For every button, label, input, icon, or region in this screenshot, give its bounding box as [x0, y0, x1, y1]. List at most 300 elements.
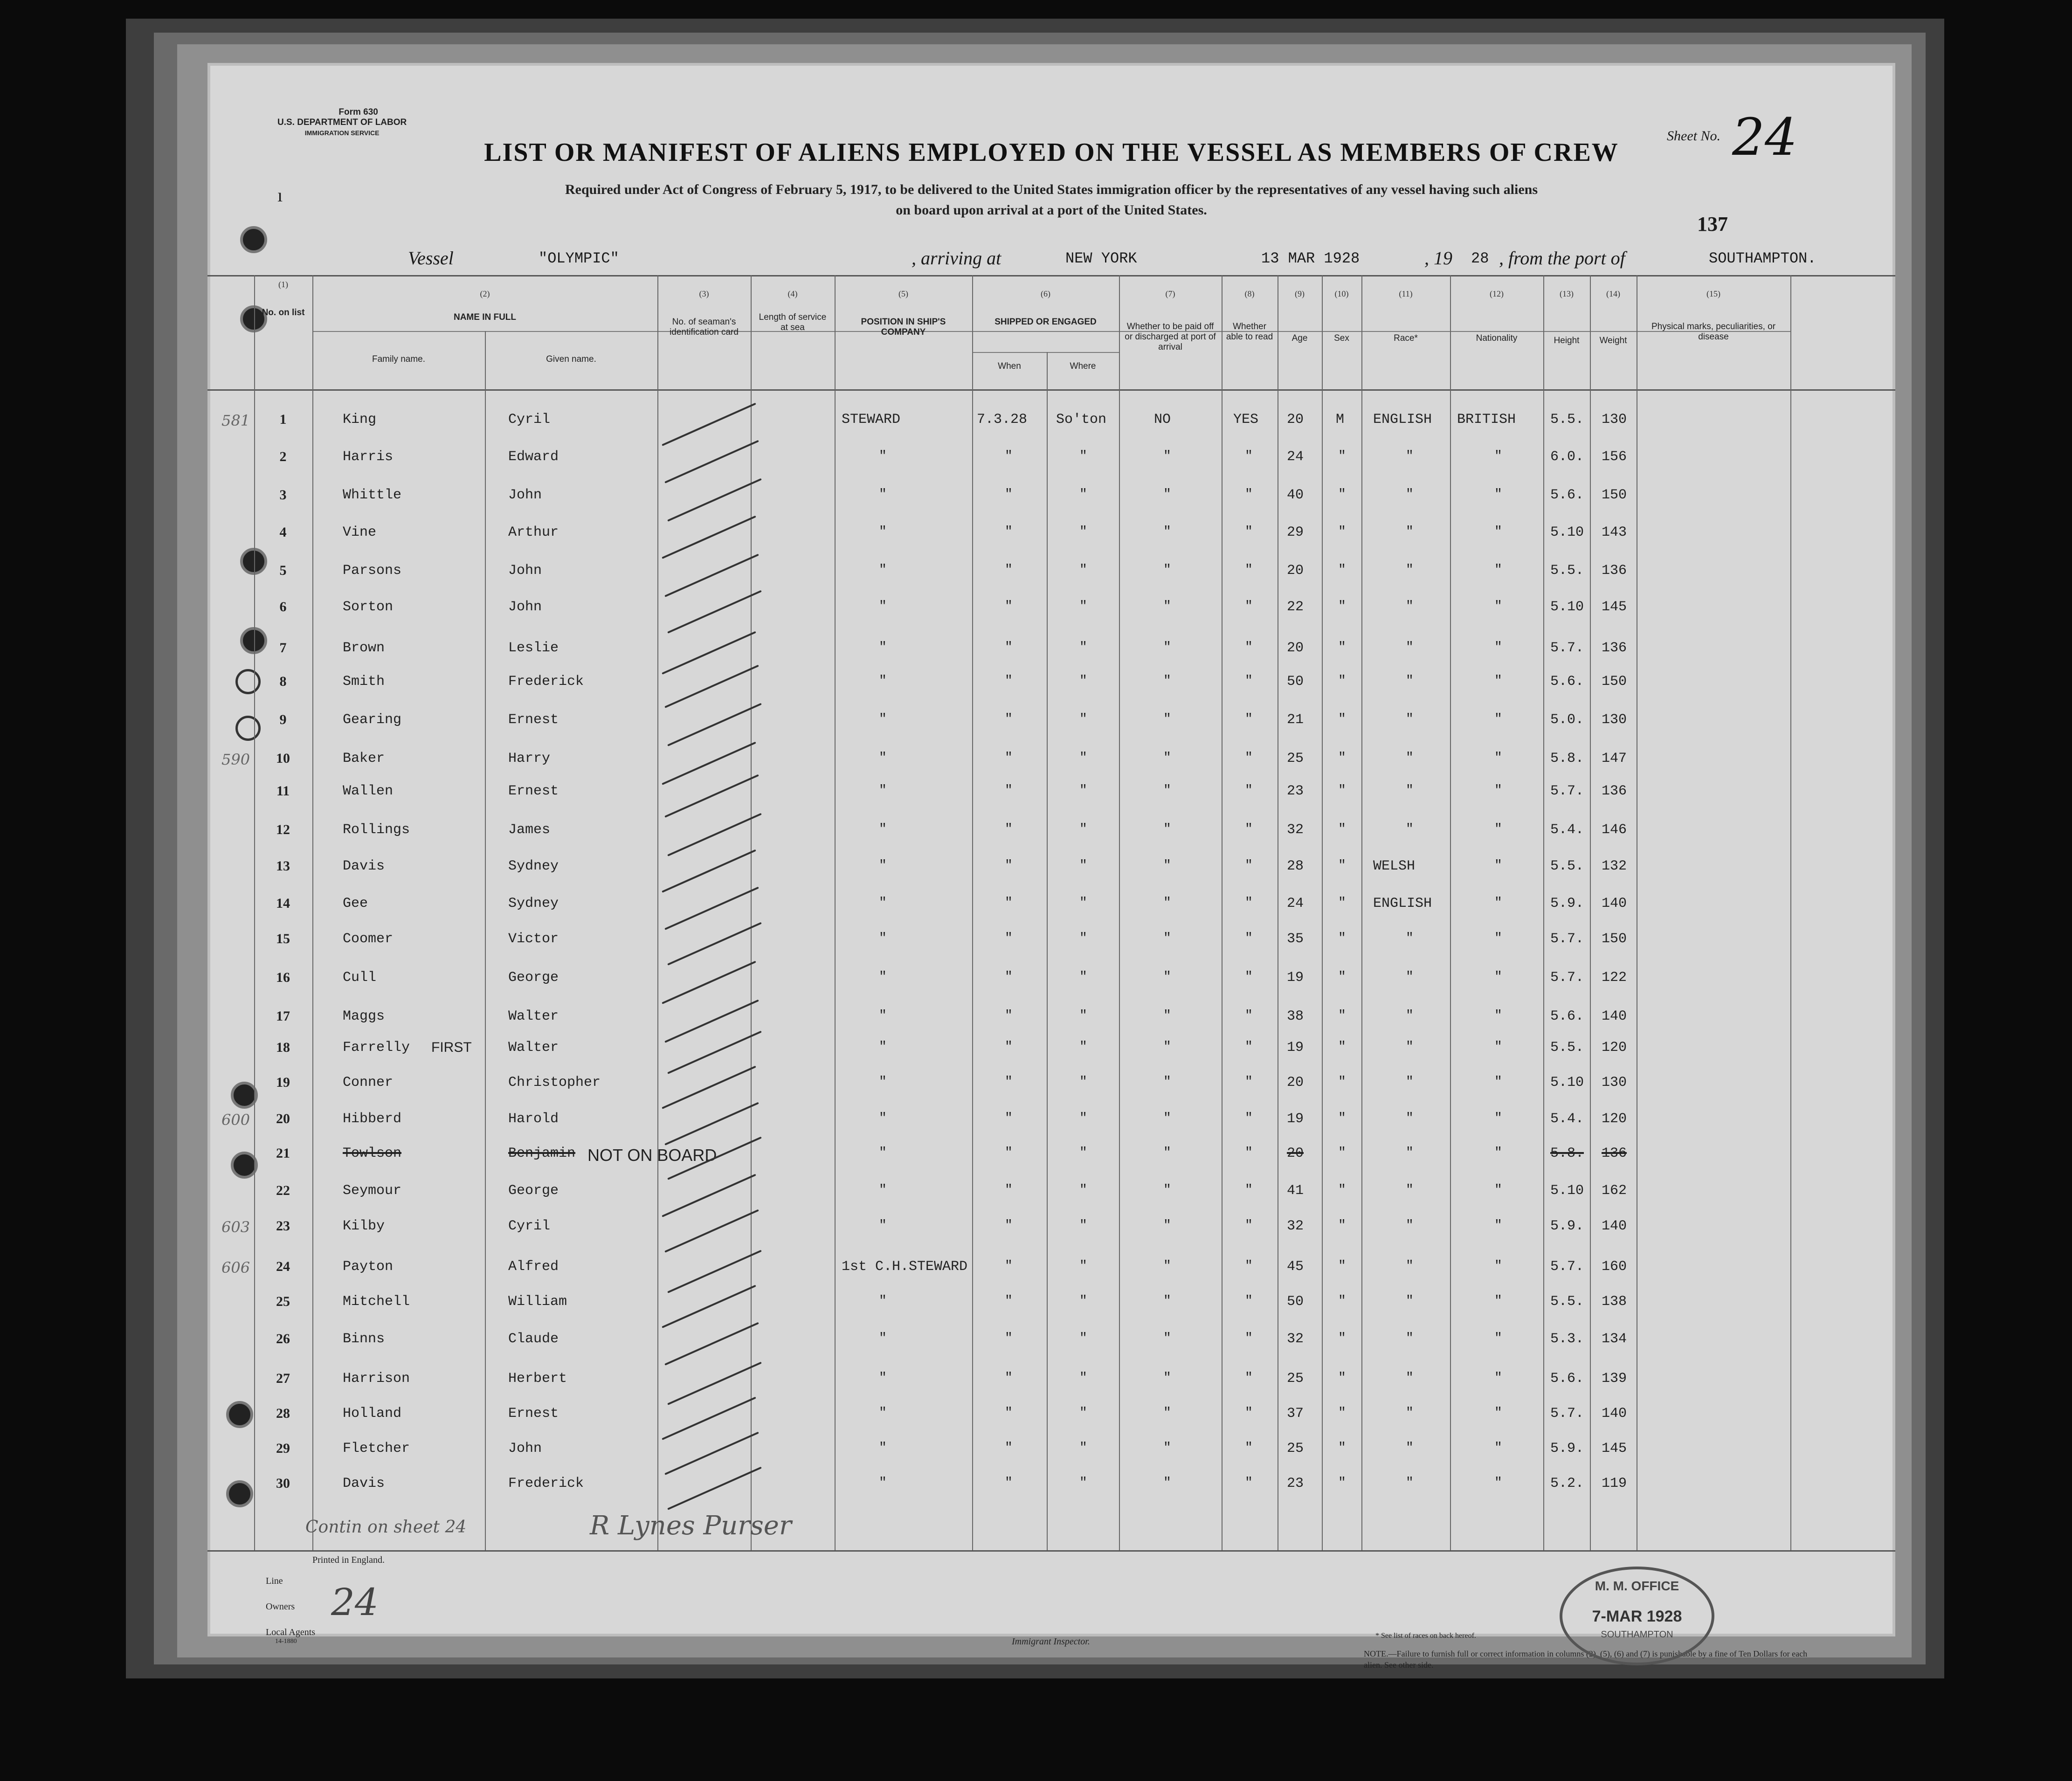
race: ENGLISH	[1373, 896, 1432, 911]
shipped-where: "	[1079, 525, 1087, 539]
race: "	[1406, 1075, 1414, 1089]
header-shipped: SHIPPED OR ENGAGED	[995, 317, 1097, 327]
race: "	[1406, 712, 1414, 726]
nationality: "	[1494, 1111, 1502, 1125]
weight: 130	[1602, 412, 1627, 428]
family-name: Cull	[343, 970, 377, 986]
shipped-where: "	[1079, 1111, 1087, 1125]
paid-off: "	[1163, 1111, 1171, 1125]
shipped-where: "	[1079, 1146, 1087, 1160]
agents-label: Local Agents	[266, 1627, 316, 1637]
table-row	[207, 1406, 1895, 1443]
age: 35	[1287, 931, 1304, 947]
table-row	[207, 563, 1895, 600]
paid-off: "	[1163, 1146, 1171, 1160]
race: "	[1406, 1040, 1414, 1054]
sex: "	[1338, 1075, 1346, 1089]
shipped-when: "	[1005, 1331, 1013, 1346]
position: "	[879, 1218, 887, 1233]
header-height: Height	[1554, 336, 1580, 345]
age: 23	[1287, 783, 1304, 799]
paid-off: "	[1163, 1075, 1171, 1089]
weight: 139	[1602, 1371, 1627, 1387]
nationality: "	[1494, 751, 1502, 765]
height: 5.7.	[1550, 970, 1584, 986]
able-to-read: "	[1245, 1218, 1253, 1233]
height: 6.0.	[1550, 449, 1584, 465]
family-name: Whittle	[343, 487, 402, 503]
row-number: 11	[276, 783, 290, 799]
weight: 150	[1602, 487, 1627, 503]
shipped-where: "	[1079, 1040, 1087, 1054]
row-annotation: FIRST	[431, 1040, 472, 1055]
table-row	[207, 1294, 1895, 1331]
height: 5.10	[1550, 1075, 1584, 1091]
column-number: (10)	[1334, 289, 1349, 298]
weight: 145	[1602, 1441, 1627, 1457]
family-name: Parsons	[343, 563, 402, 579]
race: "	[1406, 783, 1414, 798]
height: 5.6.	[1550, 674, 1584, 690]
age: 24	[1287, 896, 1304, 911]
column-number: (7)	[1165, 289, 1175, 298]
paid-off: "	[1163, 1371, 1171, 1385]
header-able-to-read: Whether able to read	[1226, 322, 1273, 342]
shipped-when: "	[1005, 1371, 1013, 1385]
position: "	[879, 1331, 887, 1346]
shipped-where: So'ton	[1056, 412, 1107, 428]
family-name: Binns	[343, 1331, 385, 1347]
paid-off: "	[1163, 931, 1171, 946]
weight: 119	[1602, 1476, 1627, 1491]
able-to-read: "	[1245, 1406, 1253, 1420]
nationality: BRITISH	[1457, 412, 1516, 428]
row-note: NOT ON BOARD	[587, 1146, 717, 1165]
age: 25	[1287, 751, 1304, 766]
position: "	[879, 896, 887, 910]
shipped-when: "	[1005, 783, 1013, 798]
given-name: William	[508, 1294, 567, 1310]
age: 20	[1287, 1146, 1304, 1161]
position: "	[879, 674, 887, 688]
race: "	[1406, 599, 1414, 614]
shipped-when: "	[1005, 449, 1013, 463]
manifest-page	[207, 63, 1895, 1670]
height: 5.5.	[1550, 412, 1584, 428]
age: 20	[1287, 1075, 1304, 1091]
paid-off: "	[1163, 599, 1171, 614]
age: 24	[1287, 449, 1304, 465]
sex: "	[1338, 751, 1346, 765]
age: 50	[1287, 1294, 1304, 1310]
paid-off: "	[1163, 1008, 1171, 1023]
from-port: SOUTHAMPTON.	[1709, 250, 1816, 267]
table-row	[207, 449, 1895, 486]
table-row	[207, 1331, 1895, 1368]
nationality: "	[1494, 487, 1502, 502]
position: "	[879, 599, 887, 614]
row-number: 24	[276, 1259, 290, 1274]
age: 21	[1287, 712, 1304, 728]
table-row	[207, 931, 1895, 968]
row-number: 22	[276, 1183, 290, 1198]
position: "	[879, 1371, 887, 1385]
paid-off: NO	[1154, 412, 1171, 428]
position: "	[879, 1294, 887, 1308]
age: 20	[1287, 563, 1304, 579]
able-to-read: "	[1245, 970, 1253, 984]
sex: "	[1338, 1331, 1346, 1346]
nationality: "	[1494, 1406, 1502, 1420]
row-number: 4	[279, 525, 287, 540]
race: "	[1406, 1294, 1414, 1308]
column-number: (5)	[898, 289, 908, 298]
sex: "	[1338, 931, 1346, 946]
weight: 140	[1602, 896, 1627, 911]
header-weight: Weight	[1599, 336, 1627, 345]
paid-off: "	[1163, 674, 1171, 688]
weight: 156	[1602, 449, 1627, 465]
weight: 130	[1602, 712, 1627, 728]
paid-off: "	[1163, 751, 1171, 765]
table-header-rule	[207, 389, 1895, 391]
row-number: 23	[276, 1218, 290, 1234]
table-row	[207, 1371, 1895, 1408]
family-name: Davis	[343, 858, 385, 874]
column-number: (13)	[1560, 289, 1574, 298]
weight: 160	[1602, 1259, 1627, 1275]
age: 19	[1287, 1111, 1304, 1127]
vessel-name: "OLYMPIC"	[539, 250, 619, 267]
shipped-when: "	[1005, 822, 1013, 836]
shipped-when: "	[1005, 1476, 1013, 1490]
position: "	[879, 563, 887, 577]
given-name: Leslie	[508, 640, 559, 656]
given-name: Sydney	[508, 858, 559, 874]
table-row	[207, 525, 1895, 562]
race: "	[1406, 1259, 1414, 1273]
age: 25	[1287, 1371, 1304, 1387]
sheet-number: 24	[1732, 107, 1797, 167]
shipped-when: "	[1005, 931, 1013, 946]
position: "	[879, 970, 887, 984]
able-to-read: "	[1245, 640, 1253, 655]
height: 5.7.	[1550, 783, 1584, 799]
owners-value: 24	[331, 1581, 379, 1624]
service: IMMIGRATION SERVICE	[304, 129, 380, 137]
weight: 146	[1602, 822, 1627, 838]
race: "	[1406, 1406, 1414, 1420]
paid-off: "	[1163, 1040, 1171, 1054]
able-to-read: "	[1245, 822, 1253, 836]
age: 20	[1287, 412, 1304, 428]
year-prefix: , 19	[1424, 248, 1452, 269]
race: WELSH	[1373, 858, 1416, 874]
weight: 136	[1602, 640, 1627, 656]
family-name: Coomer	[343, 931, 394, 947]
nationality: "	[1494, 1218, 1502, 1233]
sex: "	[1338, 449, 1346, 463]
height: 5.2.	[1550, 1476, 1584, 1491]
row-number: 16	[276, 970, 290, 985]
nationality: "	[1494, 783, 1502, 798]
able-to-read: "	[1245, 1476, 1253, 1490]
paid-off: "	[1163, 712, 1171, 726]
header-divider	[972, 352, 1119, 353]
paid-off: "	[1163, 449, 1171, 463]
position: "	[879, 449, 887, 463]
race: "	[1406, 1111, 1414, 1125]
column-number: (9)	[1295, 289, 1305, 298]
able-to-read: "	[1245, 1259, 1253, 1273]
nationality: "	[1494, 1008, 1502, 1023]
family-name: Farrelly	[343, 1040, 410, 1056]
family-name: King	[343, 412, 377, 428]
height: 5.5.	[1550, 1040, 1584, 1056]
table-row	[207, 751, 1895, 788]
given-name: Harry	[508, 751, 551, 766]
row-number: 30	[276, 1476, 290, 1491]
document-subtitle: Required under Act of Congress of February 5, 1917, to be delivered to the United States immigration officer by the representatives of any vessel having such aliens on board upon arrival at a port of the United States.	[565, 182, 1538, 218]
height: 5.7.	[1550, 640, 1584, 656]
row-number: 20	[276, 1111, 290, 1126]
sex: "	[1338, 674, 1346, 688]
nationality: "	[1494, 822, 1502, 836]
arrival-year: 28	[1471, 250, 1489, 267]
weight: 130	[1602, 1075, 1627, 1091]
age: 22	[1287, 599, 1304, 615]
race: "	[1406, 931, 1414, 946]
given-name: Cyril	[508, 412, 551, 428]
margin-note: 606	[221, 1259, 250, 1277]
row-number: 10	[276, 751, 290, 766]
header-family-name: Family name.	[372, 354, 426, 364]
sex: "	[1338, 970, 1346, 984]
able-to-read: "	[1245, 1111, 1253, 1125]
table-row	[207, 1259, 1895, 1296]
age: 32	[1287, 1218, 1304, 1234]
form-code: 14-1880	[275, 1638, 297, 1645]
sex: M	[1336, 412, 1345, 428]
line-label: Line	[266, 1576, 283, 1586]
shipped-where: "	[1079, 1259, 1087, 1273]
sex: "	[1338, 525, 1346, 539]
height: 5.6.	[1550, 487, 1584, 503]
age: 37	[1287, 1406, 1304, 1422]
nationality: "	[1494, 599, 1502, 614]
sex: "	[1338, 1040, 1346, 1054]
race: "	[1406, 525, 1414, 539]
header-position: POSITION IN SHIP'S COMPANY	[861, 317, 946, 337]
row-number: 12	[276, 822, 290, 837]
table-row	[207, 1476, 1895, 1513]
sex: "	[1338, 1111, 1346, 1125]
nationality: "	[1494, 1441, 1502, 1455]
row-number: 28	[276, 1406, 290, 1421]
given-name: Benjamin	[508, 1146, 576, 1161]
position: "	[879, 751, 887, 765]
shipped-when: 7.3.28	[977, 412, 1028, 428]
shipped-where: "	[1079, 1331, 1087, 1346]
able-to-read: "	[1245, 1371, 1253, 1385]
row-number: 17	[276, 1008, 290, 1024]
margin-note: 603	[221, 1218, 250, 1236]
shipped-where: "	[1079, 970, 1087, 984]
header-race: Race*	[1394, 333, 1418, 343]
shipped-when: "	[1005, 640, 1013, 655]
shipped-when: "	[1005, 751, 1013, 765]
race: "	[1406, 822, 1414, 836]
table-row	[207, 970, 1895, 1007]
header-given-name: Given name.	[546, 354, 596, 364]
header-when: When	[998, 361, 1021, 371]
table-bottom-rule	[207, 1550, 1895, 1552]
shipped-where: "	[1079, 563, 1087, 577]
column-number: (14)	[1606, 289, 1620, 298]
able-to-read: "	[1245, 674, 1253, 688]
owners-label: Owners	[266, 1602, 295, 1612]
sex: "	[1338, 487, 1346, 502]
shipped-where: "	[1079, 783, 1087, 798]
given-name: Sydney	[508, 896, 559, 911]
stamp-bottom: SOUTHAMPTON	[1601, 1629, 1673, 1640]
printed-note: Printed in England.	[312, 1555, 385, 1565]
race: ENGLISH	[1373, 412, 1432, 428]
given-name: James	[508, 822, 551, 838]
able-to-read: "	[1245, 1183, 1253, 1197]
height: 5.9.	[1550, 896, 1584, 911]
shipped-where: "	[1079, 640, 1087, 655]
shipped-when: "	[1005, 1441, 1013, 1455]
row-number: 6	[279, 599, 287, 614]
age: 25	[1287, 1441, 1304, 1457]
shipped-when: "	[1005, 858, 1013, 873]
row-number: 5	[279, 563, 287, 578]
race: "	[1406, 1183, 1414, 1197]
weight: 138	[1602, 1294, 1627, 1310]
column-number: (3)	[699, 289, 709, 298]
shipped-where: "	[1079, 822, 1087, 836]
age: 19	[1287, 1040, 1304, 1056]
shipped-when: "	[1005, 525, 1013, 539]
age: 29	[1287, 525, 1304, 540]
able-to-read: "	[1245, 1008, 1253, 1023]
penalty-note: NOTE.—Failure to furnish full or correct information in columns (2), (5), (6) and (7) is punishable by a fine of Ten Dollars for each alien. See other side.	[1364, 1649, 1808, 1670]
position: "	[879, 1008, 887, 1023]
paid-off: "	[1163, 487, 1171, 502]
header-divider	[312, 331, 1790, 332]
height: 5.10	[1550, 525, 1584, 540]
sex: "	[1338, 1259, 1346, 1273]
table-top-rule	[207, 275, 1895, 276]
paid-off: "	[1163, 1259, 1171, 1273]
family-name: Brown	[343, 640, 385, 656]
sex: "	[1338, 896, 1346, 910]
family-name: Baker	[343, 751, 385, 766]
sex: "	[1338, 599, 1346, 614]
height: 5.0.	[1550, 712, 1584, 728]
sex: "	[1338, 783, 1346, 798]
race: "	[1406, 1476, 1414, 1490]
able-to-read: "	[1245, 858, 1253, 873]
family-name: Smith	[343, 674, 385, 690]
shipped-when: "	[1005, 1111, 1013, 1125]
race: "	[1406, 1218, 1414, 1233]
row-number: 9	[279, 712, 287, 727]
paid-off: "	[1163, 1294, 1171, 1308]
margin-note: 590	[221, 751, 250, 768]
arrival-date: 13 MAR 1928	[1261, 250, 1360, 267]
race: "	[1406, 970, 1414, 984]
family-name: Harrison	[343, 1371, 410, 1387]
table-row	[207, 1040, 1895, 1077]
given-name: John	[508, 599, 542, 615]
shipped-when: "	[1005, 1218, 1013, 1233]
table-row	[207, 896, 1895, 933]
nationality: "	[1494, 1476, 1502, 1490]
given-name: Walter	[508, 1040, 559, 1056]
height: 5.4.	[1550, 822, 1584, 838]
nationality: "	[1494, 1259, 1502, 1273]
family-name: Conner	[343, 1075, 394, 1091]
shipped-when: "	[1005, 1183, 1013, 1197]
family-name: Fletcher	[343, 1441, 410, 1457]
margin-note: 600	[221, 1111, 250, 1129]
table-row	[207, 822, 1895, 859]
given-name: Walter	[508, 1008, 559, 1024]
arriving-port: NEW YORK	[1065, 250, 1137, 267]
shipped-when: "	[1005, 1146, 1013, 1160]
table-row	[207, 412, 1895, 449]
age: 50	[1287, 674, 1304, 690]
able-to-read: "	[1245, 1146, 1253, 1160]
row-number: 26	[276, 1331, 290, 1346]
able-to-read: "	[1245, 525, 1253, 539]
column-number: (1)	[278, 280, 288, 289]
paid-off: "	[1163, 1441, 1171, 1455]
row-number: 15	[276, 931, 290, 946]
given-name: George	[508, 1183, 559, 1199]
header-name-in-full: NAME IN FULL	[453, 312, 517, 322]
family-name: Harris	[343, 449, 394, 465]
shipped-when: "	[1005, 712, 1013, 726]
nationality: "	[1494, 449, 1502, 463]
shipped-when: "	[1005, 1040, 1013, 1054]
handwritten-signature: R Lynes Purser	[590, 1511, 792, 1541]
height: 5.4.	[1550, 1111, 1584, 1127]
nationality: "	[1494, 931, 1502, 946]
weight: 136	[1602, 563, 1627, 579]
paid-off: "	[1163, 1218, 1171, 1233]
family-name: Holland	[343, 1406, 402, 1422]
given-name: Frederick	[508, 1476, 584, 1491]
shipped-when: "	[1005, 896, 1013, 910]
position: "	[879, 640, 887, 655]
shipped-where: "	[1079, 1075, 1087, 1089]
position: "	[879, 1075, 887, 1089]
column-number: (8)	[1244, 289, 1255, 298]
age: 19	[1287, 970, 1304, 986]
nationality: "	[1494, 712, 1502, 726]
given-name: John	[508, 487, 542, 503]
age: 45	[1287, 1259, 1304, 1275]
given-name: Ernest	[508, 1406, 559, 1422]
family-name: Mitchell	[343, 1294, 410, 1310]
height: 5.7.	[1550, 1406, 1584, 1422]
tick-mark: ı	[277, 185, 283, 206]
weight: 147	[1602, 751, 1627, 766]
nationality: "	[1494, 1331, 1502, 1346]
